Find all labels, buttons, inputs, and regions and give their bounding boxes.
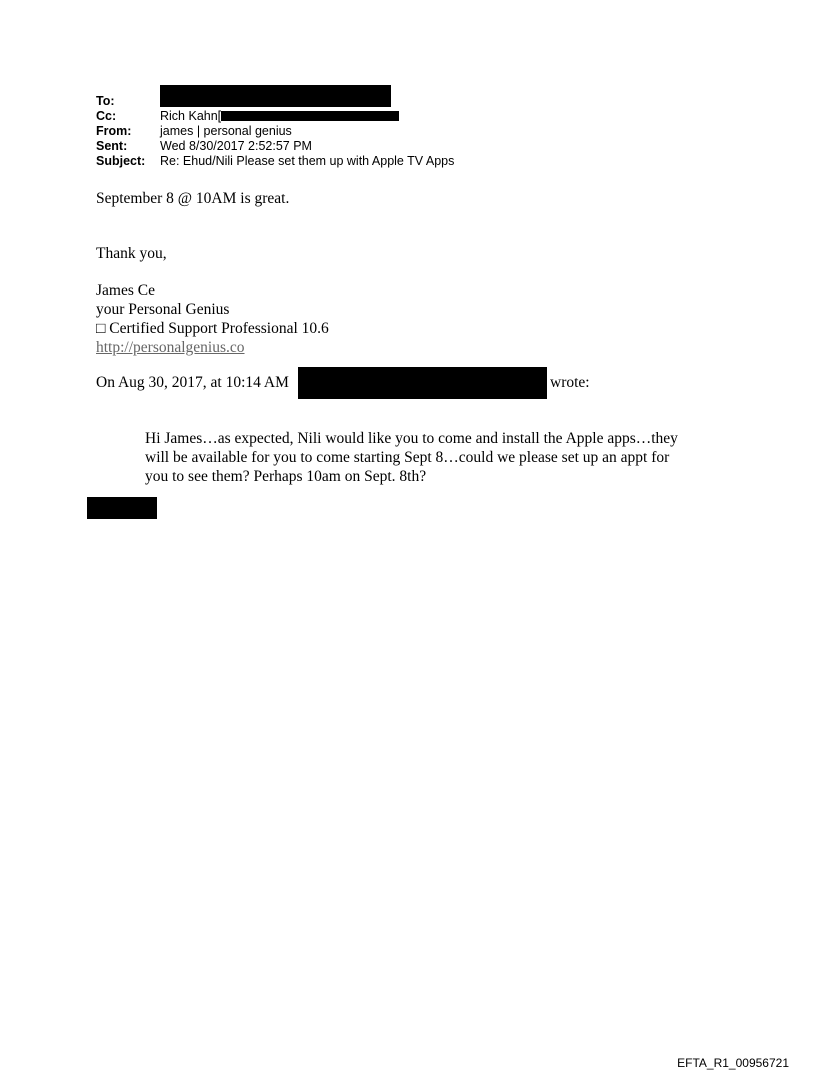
from-label: From: (96, 124, 132, 138)
signature-certification: □ Certified Support Professional 10.6 (96, 320, 329, 337)
cc-value: Rich Kahn[ (160, 109, 222, 123)
sent-value: Wed 8/30/2017 2:52:57 PM (160, 139, 312, 153)
from-row (96, 124, 454, 139)
reply-line: September 8 @ 10AM is great. (96, 190, 290, 207)
signature-block (96, 281, 329, 357)
to-value (160, 94, 391, 109)
sent-label: Sent: (96, 139, 128, 153)
quote-wrote: wrote: (550, 374, 590, 391)
email-header (96, 94, 454, 169)
document-id: EFTA_R1_00956721 (677, 1056, 789, 1070)
subject-value: Re: Ehud/Nili Please set them up with Apple TV Apps (160, 154, 455, 168)
subject-label: Subject: (96, 154, 146, 168)
to-row (96, 94, 454, 109)
signature-title: your Personal Genius (96, 301, 230, 318)
redaction-sender (298, 367, 547, 399)
sent-row (96, 139, 454, 154)
signature-name: James Ce (96, 282, 155, 299)
to-label: To: (96, 94, 115, 108)
subject-row (96, 154, 454, 169)
from-value: james | personal genius (160, 124, 292, 138)
cc-value-wrapper (160, 109, 399, 124)
redaction-to (160, 85, 391, 107)
cc-row (96, 109, 454, 124)
signature-link[interactable]: http://personalgenius.co (96, 339, 245, 356)
quoted-message: Hi James…as expected, Nili would like you to come and install the Apple apps…they will be available for you to come starting Sept 8…could we please set up an appt for you to see them? Perhaps 10am on Sept. 8th? (145, 430, 678, 485)
cc-label: Cc: (96, 109, 117, 123)
redaction-cc (221, 111, 399, 121)
redaction-signoff (87, 497, 157, 519)
quote-intro: On Aug 30, 2017, at 10:14 AM (96, 374, 289, 391)
thanks-line: Thank you, (96, 245, 167, 262)
